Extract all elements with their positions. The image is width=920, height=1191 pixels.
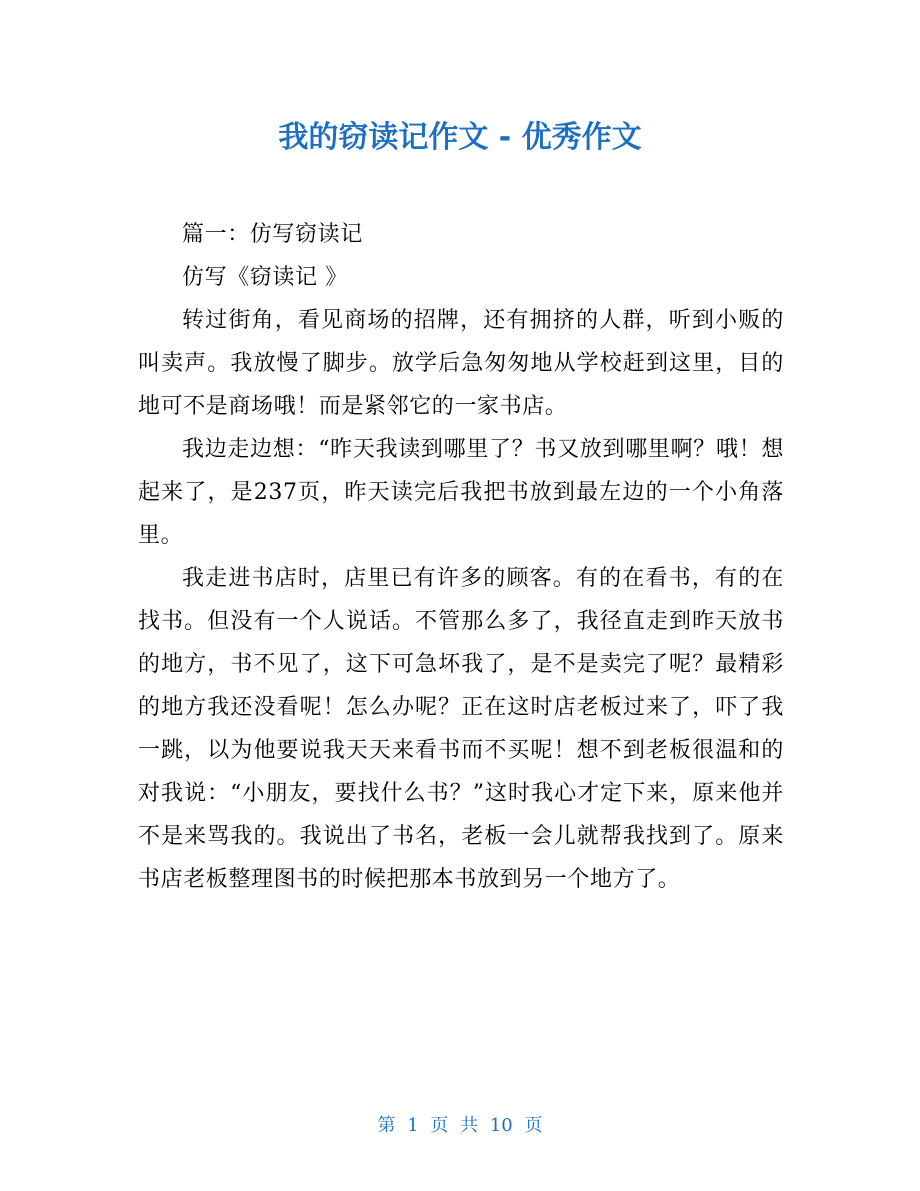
- document-title: 我的窃读记作文 - 优秀作文: [278, 120, 642, 155]
- page-number-footer: 第 1 页 共 10 页: [377, 1115, 543, 1136]
- paragraph-1: 转过街角，看见商场的招牌，还有拥挤的人群，听到小贩的叫卖声。我放慢了脚步。放学后急匆匆地从学校赶到这里，目的地可不是商场哦！而是紧邻它的一家书店。: [138, 308, 784, 419]
- paragraph-subheading: 仿写《窃读记 》: [182, 265, 348, 290]
- document-body: [138, 213, 784, 901]
- paragraph-2: 我边走边想：“昨天我读到哪里了？书又放到哪里啊？哦！想起来了，是237页，昨天读完后我把书放到最左边的一个小角落里。: [138, 437, 784, 548]
- paragraph-section-heading: 篇一：仿写窃读记: [182, 222, 363, 247]
- paragraph-3: 我走进书店时，店里已有许多的顾客。有的在看书，有的在找书。但没有一个人说话。不管那么多了，我径直走到昨天放书的地方，书不见了，这下可急坏我了，是不是卖完了呢？最精彩的地方我还没看呢！怎么办呢？正在这时店老板过来了，吓了我一跳，以为他要说我天天来看书而不买呢！想不到老板很温和的对我说：“小朋友，要找什么书？”这时我心才定下来，原来他并不是来骂我的。我说出了书名，老板一会儿就帮我找到了。原来书店老板整理图书的时候把那本书放到另一个地方了。: [138, 566, 784, 892]
